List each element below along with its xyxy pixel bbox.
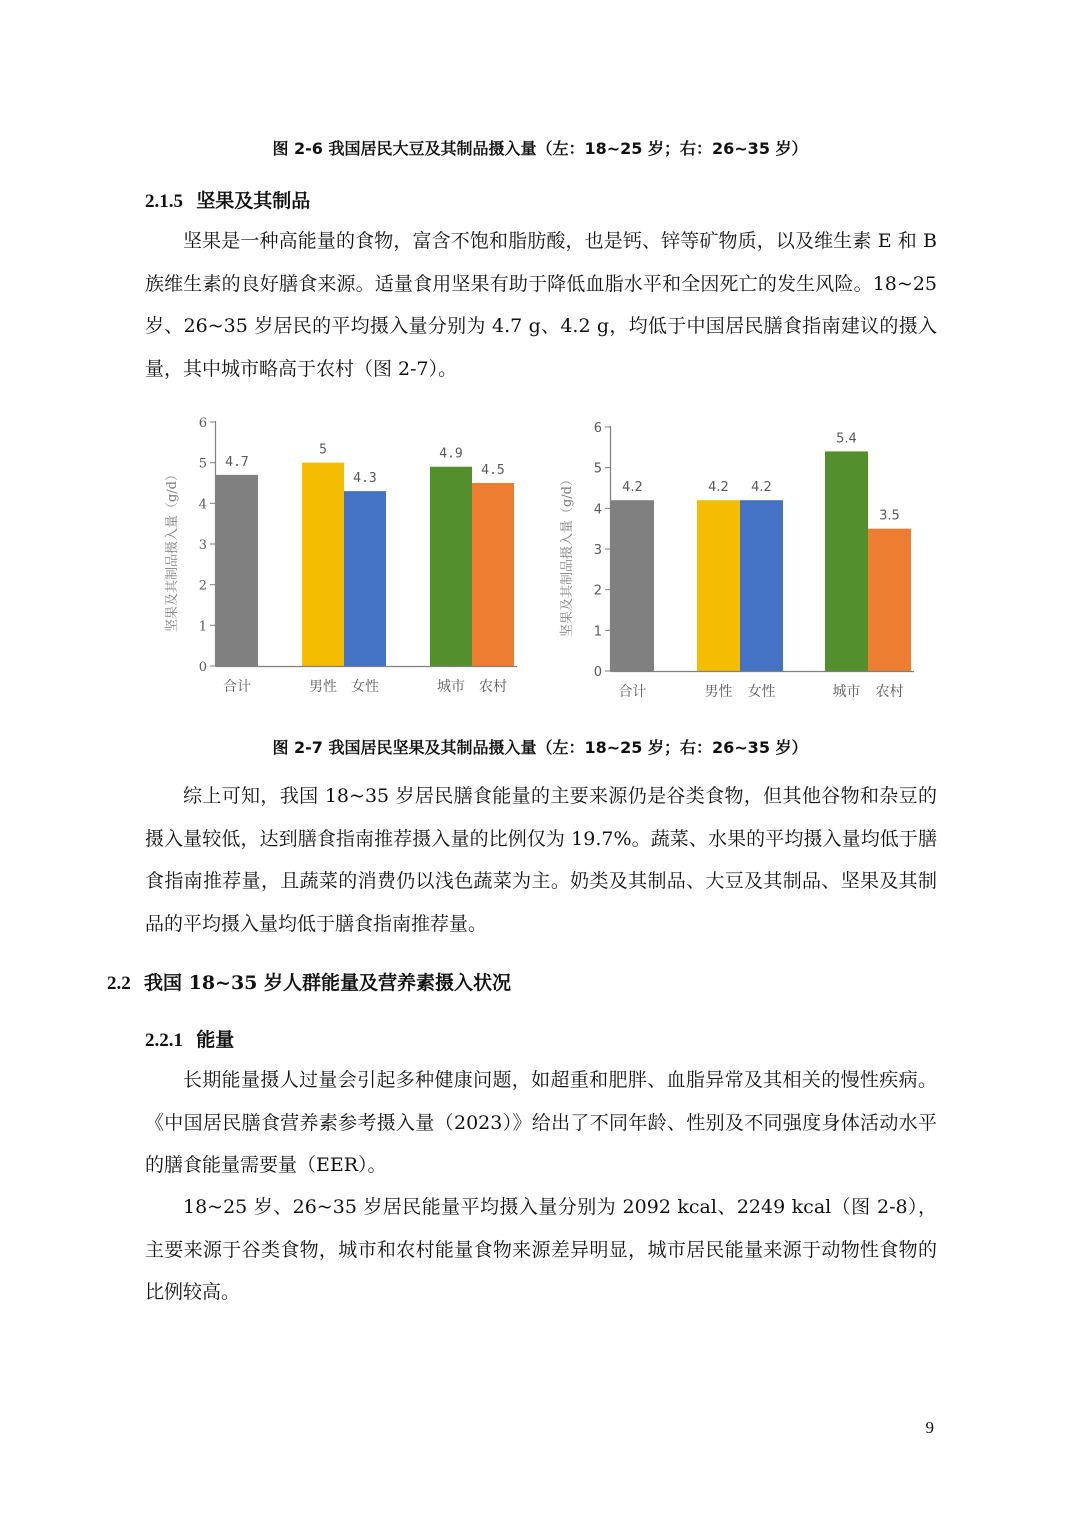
bar-3 bbox=[344, 491, 386, 666]
section-title: 我国 18~35 岁人群能量及营养素摄入状况 bbox=[143, 972, 512, 994]
category-label-5: 农村 bbox=[875, 684, 904, 700]
section-2-2-1-heading bbox=[145, 1025, 234, 1052]
y-tick-label: 3 bbox=[593, 543, 602, 558]
chart-left-18-25 bbox=[160, 405, 530, 705]
section-number: 2.1.5 bbox=[145, 191, 183, 212]
y-tick-label: 6 bbox=[198, 416, 207, 431]
figure-2-7-caption: 图 2-7 我国居民坚果及其制品摄入量（左：18~25 岁；右：26~35 岁） bbox=[272, 738, 808, 757]
section-number: 2.2.1 bbox=[145, 1030, 183, 1051]
y-tick-label: 2 bbox=[198, 578, 207, 594]
section-2-1-5-heading bbox=[145, 186, 310, 213]
value-label-2: 4.2 bbox=[708, 480, 729, 496]
paragraph-energy-2: 18~25 岁、26~35 岁居民能量平均摄入量分别为 2092 kcal、2249 kcal（图 2-8），主要来源于谷类食物，城市和农村能量食物来源差异明显，城市居民能量来源于动物性食物的比例较高。 bbox=[145, 1196, 937, 1303]
value-label-4: 5.4 bbox=[836, 431, 857, 447]
category-label-1: 合计 bbox=[223, 679, 251, 695]
bar-2 bbox=[697, 500, 740, 671]
category-label-2: 男性 bbox=[704, 684, 733, 700]
value-label-3: 4.2 bbox=[751, 480, 772, 496]
section-title: 能量 bbox=[196, 1029, 235, 1051]
paragraph-energy-1: 长期能量摄人过量会引起多种健康问题，如超重和肥胖、血脂异常及其相关的慢性疾病。《中国居民膳食营养素参考摄入量（2023）》给出了不同年龄、性别及不同强度身体活动水平的膳食能量需要量（EER）。 bbox=[145, 1069, 937, 1176]
chart-left-svg bbox=[160, 405, 530, 705]
y-axis-title: 坚果及其制品摄入量（g/d） bbox=[165, 467, 180, 633]
paragraph-summary: 综上可知，我国 18~35 岁居民膳食能量的主要来源仍是谷类食物，但其他谷物和杂豆的摄入量较低，达到膳食指南推荐摄入量的比例仅为 19.7%。蔬菜、水果的平均摄入量均低于膳食指南推荐量，且蔬菜的消费仍以浅色蔬菜为主。奶类及其制品、大豆及其制品、坚果及其制品的平均摄入量均低于膳食指南推荐量。 bbox=[145, 785, 937, 935]
page-number: 9 bbox=[925, 1418, 934, 1437]
bar-1 bbox=[611, 500, 654, 671]
bar-4 bbox=[825, 451, 868, 671]
y-tick-label: 4 bbox=[593, 502, 602, 518]
category-label-1: 合计 bbox=[618, 684, 647, 700]
y-tick-label: 0 bbox=[198, 660, 207, 675]
value-label-1: 4.7 bbox=[225, 454, 249, 470]
value-label-1: 4.2 bbox=[622, 480, 643, 496]
value-label-3: 4.3 bbox=[353, 471, 377, 487]
section-2-2-heading bbox=[107, 968, 511, 995]
section-number: 2.2 bbox=[107, 973, 131, 994]
y-axis-title: 坚果及其制品摄入量（g/d） bbox=[560, 472, 575, 638]
y-tick-label: 0 bbox=[593, 665, 602, 680]
figure-2-6-caption: 图 2-6 我国居民大豆及其制品摄入量（左：18~25 岁；右：26~35 岁） bbox=[272, 139, 808, 158]
y-tick-label: 2 bbox=[593, 583, 602, 599]
y-tick-label: 4 bbox=[198, 497, 207, 513]
category-label-3: 女性 bbox=[747, 684, 776, 700]
bar-5 bbox=[868, 529, 911, 671]
bar-2 bbox=[302, 463, 344, 666]
y-tick-label: 3 bbox=[198, 538, 207, 553]
value-label-4: 4.9 bbox=[439, 446, 463, 462]
category-label-4: 城市 bbox=[437, 679, 465, 695]
category-label-3: 女性 bbox=[351, 679, 379, 695]
bar-3 bbox=[740, 500, 783, 671]
section-title: 坚果及其制品 bbox=[196, 190, 311, 212]
category-label-4: 城市 bbox=[832, 684, 861, 700]
y-tick-label: 5 bbox=[198, 456, 207, 472]
chart-right-svg bbox=[555, 405, 925, 705]
y-tick-label: 1 bbox=[198, 619, 207, 635]
y-tick-label: 5 bbox=[593, 461, 602, 477]
chart-right-26-35 bbox=[555, 405, 925, 705]
y-tick-label: 6 bbox=[593, 421, 602, 436]
bar-1 bbox=[216, 475, 258, 666]
category-label-2: 男性 bbox=[309, 679, 337, 695]
value-label-2: 5 bbox=[319, 442, 327, 458]
value-label-5: 3.5 bbox=[879, 508, 900, 524]
bar-5 bbox=[472, 483, 514, 666]
category-label-5: 农村 bbox=[479, 679, 507, 695]
paragraph-nuts: 坚果是一种高能量的食物，富含不饱和脂肪酸，也是钙、锌等矿物质，以及维生素 E 和 B 族维生素的良好膳食来源。适量食用坚果有助于降低血脂水平和全因死亡的发生风险。18~25 岁、26~35 岁居民的平均摄入量分别为 4.7 g、4.2 g，均低于中国居民膳食指南建议的摄入量，其中城市略高于农村（图 2-7）。 bbox=[145, 230, 937, 380]
bar-4 bbox=[430, 467, 472, 666]
value-label-5: 4.5 bbox=[481, 463, 505, 478]
y-tick-label: 1 bbox=[593, 624, 602, 640]
